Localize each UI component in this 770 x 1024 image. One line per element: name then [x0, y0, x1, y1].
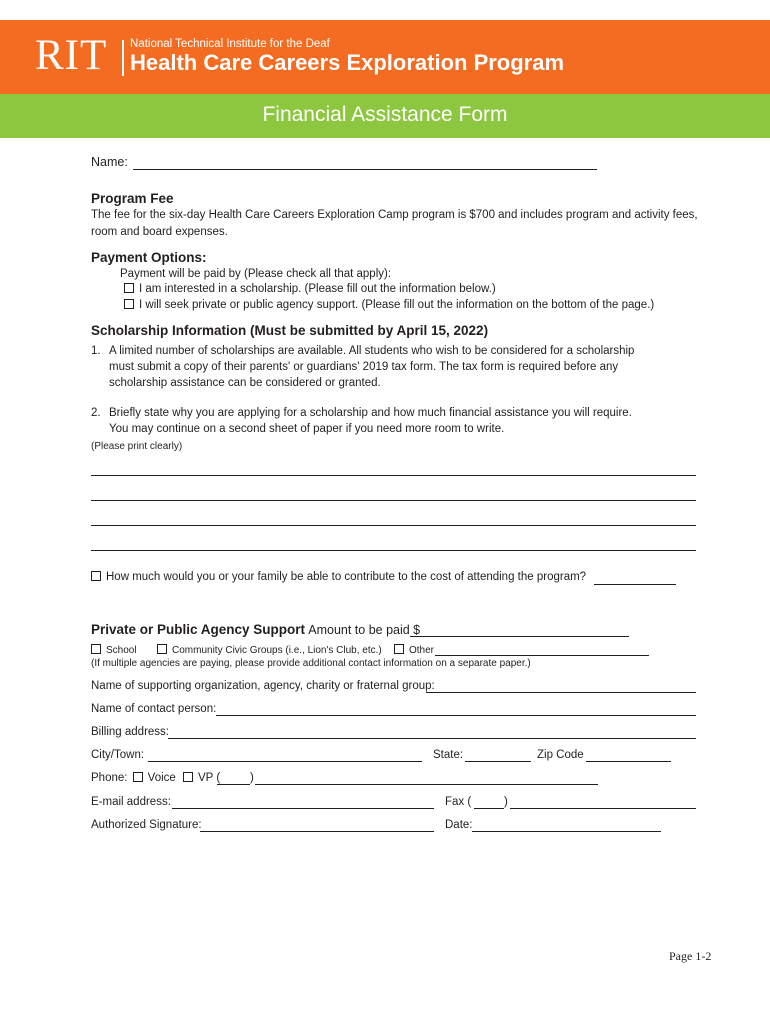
agency-checkbox[interactable]	[124, 299, 134, 309]
civic-checkbox[interactable]	[157, 644, 167, 654]
scholarship-item-1-line-2: must submit a copy of their parents' or guardians' 2019 tax form. The tax form is required before any	[109, 361, 619, 373]
fax-close: )	[504, 796, 508, 808]
rit-logo: RIT	[35, 32, 108, 79]
org-field[interactable]	[426, 692, 696, 693]
program-fee-text-2: room and board expenses.	[91, 226, 228, 238]
date-field[interactable]	[472, 831, 661, 832]
contribute-checkbox[interactable]	[91, 571, 101, 581]
phone-field[interactable]	[255, 784, 598, 785]
amount-field[interactable]	[410, 636, 629, 637]
amount-label: Amount to be paid $	[308, 623, 421, 637]
zip-label: Zip Code	[537, 749, 584, 761]
school-checkbox[interactable]	[91, 644, 101, 654]
email-field[interactable]	[172, 808, 434, 809]
scholarship-item-1-line-1: A limited number of scholarships are available. All students who wish to be considered for a scholarship	[109, 345, 635, 357]
scholarship-item-2-number: 2.	[91, 407, 101, 419]
payment-options-heading: Payment Options:	[91, 250, 207, 265]
billing-field[interactable]	[168, 738, 696, 739]
name-field[interactable]	[133, 169, 597, 170]
page-number: Page 1-2	[669, 949, 712, 963]
program-fee-text-1: The fee for the six-day Health Care Careers Exploration Camp program is $700 and includes program and activity fees,	[91, 209, 698, 221]
agency-heading: Private or Public Agency Support	[91, 622, 306, 637]
scholarship-checkbox[interactable]	[124, 283, 134, 293]
billing-label: Billing address:	[91, 726, 169, 738]
signature-label: Authorized Signature:	[91, 819, 202, 831]
date-label: Date:	[445, 819, 473, 831]
fax-area-code-field[interactable]	[474, 808, 504, 809]
vp-close: )	[250, 772, 254, 784]
reason-line-3[interactable]	[91, 525, 696, 526]
other-checkbox[interactable]	[394, 644, 404, 654]
logo-divider	[122, 40, 124, 76]
voice-checkbox[interactable]	[133, 772, 143, 782]
voice-label: Voice	[147, 772, 176, 784]
email-label: E-mail address:	[91, 796, 171, 808]
vp-checkbox[interactable]	[183, 772, 193, 782]
scholarship-heading: Scholarship Information (Must be submitted by April 15, 2022)	[91, 323, 489, 338]
program-name: Health Care Careers Exploration Program	[130, 50, 565, 75]
payment-option-scholarship: I am interested in a scholarship. (Please fill out the information below.)	[124, 283, 496, 297]
other-field[interactable]	[435, 655, 649, 656]
institute-name: National Technical Institute for the Deaf	[130, 38, 330, 50]
scholarship-item-1-number: 1.	[91, 345, 101, 357]
agency-heading-row	[91, 622, 420, 639]
scholarship-item-1-line-3: scholarship assistance can be considered or granted.	[109, 377, 381, 389]
vp-area-code-field[interactable]	[217, 784, 250, 785]
zip-field[interactable]	[586, 761, 671, 762]
contact-field[interactable]	[216, 715, 696, 716]
contribute-question: How much would you or your family be able to contribute to the cost of attending the program?	[91, 571, 586, 585]
city-label: City/Town:	[91, 749, 145, 761]
contribute-field[interactable]	[594, 584, 676, 585]
fax-label: Fax (	[445, 796, 472, 808]
phone-label: Phone:	[91, 772, 128, 784]
scholarship-item-2-line-1: Briefly state why you are applying for a scholarship and how much financial assistance you will require.	[109, 407, 632, 419]
payment-option-agency: I will seek private or public agency support. (Please fill out the information on the bottom of the page.)	[124, 299, 654, 313]
contact-label: Name of contact person:	[91, 703, 217, 715]
phone-row	[91, 772, 220, 786]
agency-option-civic: Community Civic Groups (i.e., Lion's Club, etc.)	[157, 644, 382, 657]
fax-field[interactable]	[510, 808, 696, 809]
org-label: Name of supporting organization, agency, charity or fraternal group:	[91, 680, 435, 692]
agency-option-school: School	[91, 644, 137, 657]
name-label: Name:	[91, 155, 128, 169]
print-note: (Please print clearly)	[91, 441, 183, 452]
payment-intro: Payment will be paid by (Please check all that apply):	[120, 268, 392, 280]
reason-line-1[interactable]	[91, 475, 696, 476]
state-label: State:	[433, 749, 464, 761]
program-fee-heading: Program Fee	[91, 191, 174, 206]
agency-option-other: Other	[394, 644, 434, 657]
reason-line-4[interactable]	[91, 550, 696, 551]
agency-note: (If multiple agencies are paying, please provide additional contact information on a separate paper.)	[91, 658, 531, 669]
vp-label: VP (	[198, 772, 221, 784]
reason-line-2[interactable]	[91, 500, 696, 501]
form-title: Financial Assistance Form	[262, 103, 508, 126]
city-field[interactable]	[148, 761, 422, 762]
signature-field[interactable]	[200, 831, 434, 832]
state-field[interactable]	[465, 761, 531, 762]
scholarship-item-2-line-2: You may continue on a second sheet of paper if you need more room to write.	[109, 423, 505, 435]
